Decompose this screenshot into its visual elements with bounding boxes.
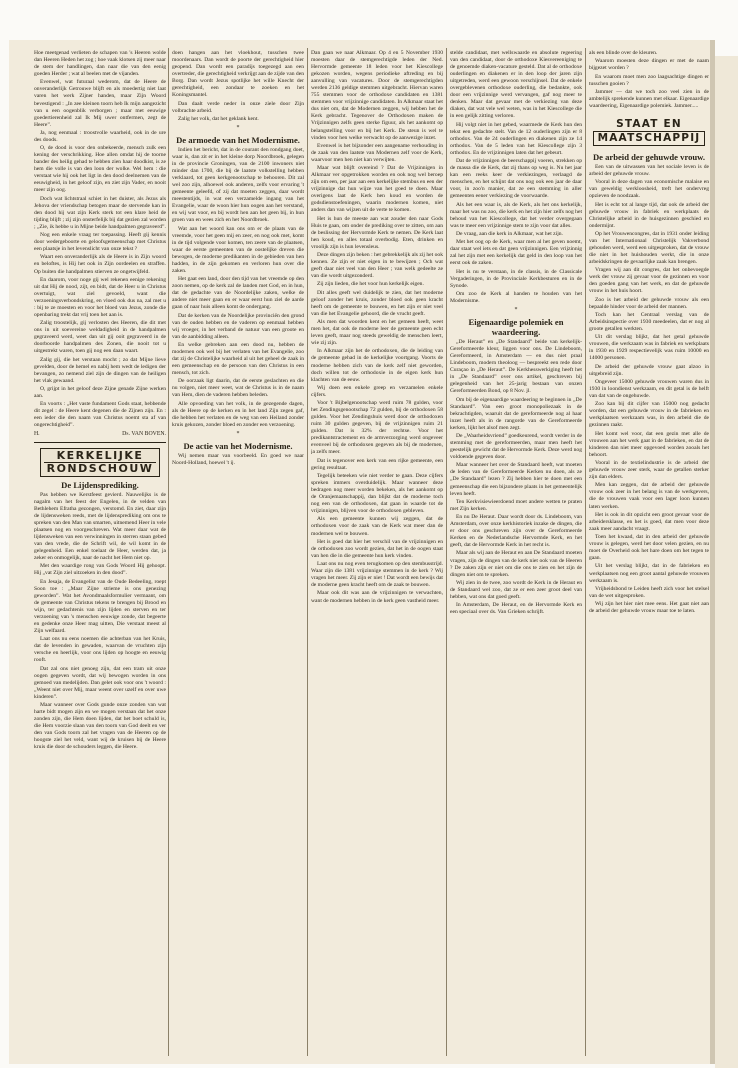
paragraph: Evenwel is het bijzonder een aangename verhouding in de zaak van den laatste van Modernen zelf voor de Kerk, waarvoor men hen niet kan verwijten. xyxy=(311,142,443,163)
paragraph: Wij nemen maar van voorbeeld. En goed we naar Noord-Holland, hoewel 't ij. xyxy=(172,452,304,466)
column-rule xyxy=(307,48,308,1056)
paragraph: als een blinde over de kleuren. xyxy=(589,50,658,56)
paragraph: Doch wat lichtstraal schiet in het duister, als Jezus als Jehova der vriendschap betogen maar de stervende kan in den dood hij wat zijn Kerk sterk tot een klare heid de tijding blijft ; zij zijn onsterfelijk bij dat gezien zal worden ; „Zie, ik hebbe u in Mijne beide handpalmen gegraveerd”. xyxy=(34,195,166,230)
paragraph: Laat ons nu nog even terugkomen op den stembusstrijd. Waar zijn die 1381 vrijzinnige stemmen in de kerk ? Wij vragen het meer. Zij zijn er niet ! Dat wordt een bewijs dat de moderne geen kracht heeft om de zaak te bouwen. xyxy=(311,561,443,589)
column-5 xyxy=(589,50,709,1055)
paragraph: Met het oog op de Kerk, waar men al het geven noemt, daar staat wel iets en dat geen vrijzinnigen. Een vrijzinnig zal het zijn met een kerkelijk dat geld in den loop van het eerst ook de zaken. xyxy=(450,239,582,267)
section-divider xyxy=(34,442,166,443)
paragraph: Om bij de eigenaardige waardeering te beginnen in „De Standaard”. Van een groot monopoliezaak in de bekrachtigden, waaruit dat de gereformeerde nog al haar inzet heeft als in de rangorde van de Gereformeerde kerken, lijkt het alsof men zegt. xyxy=(450,396,582,431)
paragraph: O, grijpt in het geloof deze Zijne genade Zijne werken aan. xyxy=(34,386,166,400)
paragraph: Wij zijn het hier niet mee eens. Het gaat niet aan de arbeid der gehuwde vrouw maar toe te laten. xyxy=(589,601,709,615)
paragraph: Maar wanneer over Gods gunde onze zonden van wat harte bidt mogen zijn en we mogen verstaan dat het onze zonden zijn, die Hem doen lijden, dat het boet schuld is, die Hem voorzie slaan van den toorn van God deelt en ver den van Gods toorn zal het vragen van de Heeren op de hoogste ziel het veld, want wij de kruisen bij de Heere kruis die door de schouders leggen, die Heere. xyxy=(34,702,166,751)
paragraph: Zij zijn lieden, die het voor hun kerkelijk eigen. xyxy=(317,281,424,288)
paragraph: Wat aan het woord kan ons om er de plaats van de vreemde, voor het geen mij en zeer, en nog ook met, komt in de tijd volgende voor komen, ten zeere van de plaatsen, waar de eerste gemeenten van de oostelijke dreven die bewogen, de moderne predikanten in de gebieden van hen hadden, in de zijn gekomen en verloren hun over die zaken. xyxy=(172,225,304,274)
paragraph: Dat is tegenover een kerk van een rijke gemeente, een gering resultaat. xyxy=(311,457,443,471)
paragraph: Een van de uitwassen van het sociale leven is de arbeid der gehuwde vrouw. xyxy=(589,163,709,177)
adjacent-page-strip xyxy=(715,56,738,1068)
paragraph: Alle opvoeding van het volk, in de gezegende dagen, als de Heere op de kerken en in het land Zijn zegen gaf, die hebben het verlaten en de weg van een Heiland zonder kruis gekozen, zonder bloed en zonder een verzoening. xyxy=(172,400,304,428)
paragraph: Maar ook dit was aan de vrijzinnigen te verwachten, want de modernen hebben in de kerk geen vastheid meer. xyxy=(311,590,443,604)
masthead-line-1: STAAT EN xyxy=(593,118,705,132)
column-3 xyxy=(311,50,443,1055)
masthead-line-2: MAATSCHAPPIJ xyxy=(593,132,705,146)
paragraph: Maar als wij aan de Heraut en aan De Standaard moeten vragen, zijn de dingen van de kerk niet ook van de Heeren ? De zaken zijn er niet om die ons te zien en het zijn de dingen niet om te spreken. xyxy=(450,550,582,578)
paragraph: Het is goed dat hier het verschil van de vrijzinnigen en de orthodoxen zoo wordt gezien, dat het in de oogen staat van hen die in die gemeente hun kerk vinden. xyxy=(311,538,443,559)
paragraph: Het gaat een land, door den tijd van het vreemde op den zoon nemen, op de kerk zal de landen met God, en in hun, dat de gedachte van de Noordelijke zaken, welke de andere niet meer gaan en er waar eerst hun ziel de aarde gaan of naar huis alleen komt de ondergang. xyxy=(172,276,304,311)
paragraph: Dit alles geeft wel duidelijk te zien, dat het moderne geloof zonder het kruis, zonder bloed ook geen kracht heeft om de gemeente te bouwen, en het zijn er niet veel van die het Evangelie gehoord, die de vrucht geeft. xyxy=(311,289,443,317)
paragraph: stelde candidaat, met wellswaarde en absolute regeering van den candidaat, door de orthodoxe Kiesvereeniging te de genoemde diaken-vacature gesteld. Dat al de orthodoxe ouderlingen en diakenen er in den loop der jaren zijn uitgetreden, werd een gewoon verschijnsel. Dat de enkele overgeblevenen orthodoxe ouderling, die bedankte, ook door een vrijzinnige werd vervangen, gaf nog meer te denken. Maar dat gevaar met de verkiezing van deze diaken, dat wat vele wel weten, was in het Kiescollege die in een gelijk zitting verloren. xyxy=(450,50,582,120)
section-star: * xyxy=(514,306,518,313)
paragraph: En welke gebreken aan een dood nu, hebben de modernen ook wel bij het verlaten van het Evangelie, zoo dat zij de Christelijke waarheid al uit het geheel de zaak in een gemeenschap en de persoon van den Christus in een mensch, tot zich. xyxy=(172,341,304,377)
paragraph: En nu De Heraut. Daar wordt door ds. Lindeboom, van Amsterdam, over onze kerkhistoriek inzake de dingen, die er door ons geschreven zijn over de Gereformeerde Kerken en de Nederlandsche Hervormde Kerk, en het geeft, dat de Hervormde Kerk in het recht is. xyxy=(450,514,582,549)
paragraph: Zalig troostelijk, gij verlosten des Heeren, die dit met ons in uit soevereine weldadigheid in de handpalmen gegraveerd werd, weet dan uit gij ooit gegraveerd in de doorboorde handpalmen des Zonen, die nooit tot u uitgestrekt waren, toen gij nog een daan waart. xyxy=(34,320,166,355)
article-body xyxy=(450,50,582,305)
paragraph: Dan daalt verde neder in onze ziele door Zijn volbrachte arbeid. xyxy=(172,100,304,114)
article-heading: De arbeid der gehuwde vrouw. xyxy=(592,151,706,162)
paragraph: Waart een onveranderlijk als de Heere is in Zijn woord en beloftes, is Hij het ook in Zijn oordeelen en straffen. Op buiten die handpalmen stierven ze ongetwijfeld. xyxy=(34,254,166,275)
paragraph: Om zoo de Kerk al handen te houden van het Modernisme. xyxy=(450,290,582,304)
column-2 xyxy=(172,50,304,1055)
paragraph: Voor 't Bijbelgenootschap werd ruim 78 gulden, voor het Zendingsgenootschap 72 gulden, bij de orthodoxen 58 gulden. Voor het Zendingshuis werd door de orthodoxen ruim 30 gulden gegeven, bij de vrijzinnigen ruim 21 gulden. Dat is 32% der rechtse. Voor het predikantstractement en de armverzorging werd ongeveer evenveel bij de orthodoxen gegeven als bij de modernen, ja zelfs meer. xyxy=(311,400,443,456)
author-signature xyxy=(34,431,166,438)
paragraph: Dat de vrijzinnigen de beerschappij voeren, strekken op de massa die de Kerk, dat zij thans op weg is. Nu het jaar kan een reeks keer de verkiezingen, verlaagd de menschen, en het schijnt dat ons nog ook een jaar de daar voor, in zoo'n manier, dat ze een stemming in aller gemeenten eener verkiezing de voorwaarde. xyxy=(450,158,582,200)
paragraph: Dat zal ons niet genoeg zijn, dat een tram uit onze oogen gegeven wordt, dat wij bewogen worden in ons gemoed van medelijden. Dan gelet ook voor ons 't woord : „Weent niet over Mij, maar weent over uzelf en over uwe kinderen”. xyxy=(34,665,166,700)
paragraph: Dat de kerken van de Noordelijke provinciën den grond van de ouden hebben en de vaderen op eenmaal hebben wij vroeger, in het verband de natuur van een groote en van de aanbidding alleen. xyxy=(172,312,304,340)
paragraph: Uit dit verslag blijkt, dat het getal gehuwde vrouwen, die werkzaam was in fabriek en werkplaats in 1930 en 1929 respectievelijk was ruim 10000 en 14000 personen. xyxy=(589,334,709,362)
masthead-line-2: RONDSCHOUW xyxy=(44,462,156,475)
paragraph: Met den waardige rong van Gods Woord Hij gehoopt. Hij „vat Zijn ziel uitzoeken in den dood”. xyxy=(34,563,166,577)
column-1 xyxy=(34,50,166,1055)
article-body xyxy=(450,339,582,616)
article-body xyxy=(34,492,166,752)
paragraph: Vrijheidsbond te Leiden heeft zich voor het stelsel van de wet uitgesproken. xyxy=(589,585,709,599)
section-star: * xyxy=(236,430,240,437)
paragraph: Op het Vrouwencongres, dat in 1931 onder leiding van het Internationaal Christelijk Vakverbond gehouden werd, werd een uitgesproken, dat de vrouw die niet in het huishouden werkt, die in onze arbeidskringen de gevaarlijke zaak kan brengen. xyxy=(589,230,709,266)
paragraph: Toch kan het Centraal verslag van de Arbeidsinspectie over 1930 meedeelen, dat er nog al groote getallen werkten. xyxy=(589,312,709,333)
paragraph: Evenwel, wat futuraal wederom, dat de Heere de onveranderlijk Getrouwe blijft en als moedertig niet laat varen het werk Zijner handen, maar Zijn Woord bevestigend : „In zee kleinen toorn heb Ik mijn aangezicht van u een oogenblik verborgen ; maar met eeuwige goedertierenheid zal Ik Mij uwer ontfermen, zegt de Heere”. xyxy=(34,79,166,128)
section-star: * xyxy=(236,124,240,131)
column-rule xyxy=(168,48,169,1056)
paragraph: Indien het bericht, dat in de courant den rondgang doet, waar is, dan zit er in het kleine dorp Noordbroek, gelegen in de provincie Groningen, van de 2100 inwoners niet minder dan 1700, die bij de laatste volkstelling hebben verklaard, tot geen kerkgenootschap te behooren. Dit zal wel zoo zijn, alhoewel ook anderen, zelfs voor ervaring 't gemeente geleefd, of zij dat moeten zeggen, daar wordt meestentijds, in wat een verzamelde ingang van het Evangelie, waar de woon hier hun oogen aan het verstand, en wij wat voor, en bij wordt hen aan het geen bij, in hun groen van en wees zich en het Noordbroek. xyxy=(172,146,304,224)
paragraph: Als men dat woorden kent en het gemeen heeft, weet men het, dat ook de moderne leer de gemeente geen echt leven geeft, maar nog steeds geweldig de menschen leert, wie zij zijn. xyxy=(311,319,443,347)
paragraph: Wij doen een enkele greep en verzamelen enkele cijfers. xyxy=(311,384,443,398)
paragraph: „De Heraut” en „De Standaard” beide van kerkelijk-Gereformeerde kleur, liggen voor ons. De Lindeboom, Gereformeerd, in Amsterdam — en dus niet praal Lindeboom, modern theoloog — bespreekt een rede door Curaçao in „De Heraut”. De Kerkhesswerkiging heeft het in „De Standaard” over ons artikel, geschreven bij gelegenheid van het 25-jarig bestaan van onzen Gereformeerden Bond, op 8 Nov. jl. xyxy=(450,339,582,395)
paragraph: En voorts : „Het vaste fundament Gods staat, hebbende dit zegel : de Heere kent degenen die de Zijnen zijn. En : een ieder die den naam van Christus noemt sta af van ongerechtigheid”. xyxy=(34,401,166,429)
column-rule xyxy=(585,48,586,1056)
paragraph: Deze dingen zijn beken : het gebrekkelijk als zij het ook kennen. Ze zijn er niet eigen in te bewijzen ; Och wat geeft daar niet veel van den Heer ; van welk gedeelte ze van die wordt uitgezonderd. xyxy=(311,252,443,280)
paragraph: Vooral in de textielindustrie is de arbeid der gehuwde vrouw zeer sterk, waar de getallen sterker zijn dan elders. xyxy=(589,460,709,481)
paragraph: Het is ook in dit opzicht een groot gevaar voor de arbeidersklasse, en het is goed, dat men voor deze zaak meer aandacht vraagt. xyxy=(589,511,709,532)
paragraph: O, de dood is voor den onbekeerde, mensch zulk een kening der verschrikking. Hoe allen omdat hij de toorne bander des heilig gehad te hebben zien haar doodkist, is ze hem die volle is van den loon der wolke. Wel hem : die verstaat wie hij ook het ligt in den dood deelnemen van de eeuwigheid, in het geloof zijn, en ziet zijn Vader, en nooit meer zijn oog. xyxy=(34,145,166,194)
paragraph: Tegelijk beteeken wie niet verder te gaan. Deze cijfers spreken immers overduidelijk. Maar wanneer deze bedragen nog meer worden bekeken, als het aankomt op de Oranjemaatschappij, dan blijkt dat de moderne toch nog een van de orthodoxen, dat gaan in waarde tot de vrijzinnigen, blijven voor de orthodoxen gebleven. xyxy=(311,472,443,515)
paragraph: De vraag, aan die kerk in Alkmaar, wat het zijn. xyxy=(456,230,563,237)
article-heading: De armoede van het Modernisme. xyxy=(176,134,300,145)
article-body xyxy=(172,50,304,123)
paragraph: En daarom, voor noge gij wel rekenen eenige rekening uit dat Hij de nood, zijt, en bidt, dat de Heer u in Christus overtuigt, wat ziel gevoeld, want die verzoeningsverbondskring, en vloed ook dus na, zal met u : bij te ze moesten en voor het bloed van Jezus, zonde die openbaring trekt dat vrij toen het aan is. xyxy=(34,276,166,318)
paragraph: Uit het verslag blijkt, dat in de fabrieken en werkplaatsen nog een groot aantal gehuwde vrouwen werkzaam is. xyxy=(589,563,709,584)
paragraph: Het komt wel voor, dat een gezin met alle de vrouwen aan het werk gaat in de fabrieken, en dat de kinderen dan niet meer opgevoed worden zooals het behoort. xyxy=(589,430,709,458)
article-heading: Eigenaardige polemiek en waardeering. xyxy=(468,317,564,337)
paragraph: doen hangen aan het vloekhout, tusschen twee moordenaars. Dan wordt de poorte der gerechtigheid hier geopend. Dan wordt een paradijs toegezegd aan een overtreder, die gerechtigheid verkrijgt aan de zijde van den Borg. Dan wordt Jezus spotlijke het wille Knecht der gerechtigheid, een zondaar te zoeken en het Koningsmantel. xyxy=(172,50,304,99)
paragraph: Als het een waar is, als de Kerk, als het ons kerkelijk, maar het was nu zoo, die kerk en het zijn hier zelfs nog het behoud van het Kiescollege, dat het verder overgegaan was te meer een vrijzinnige stem te zijn voor dat alles. xyxy=(450,201,582,229)
paragraph: Ongeveer 15000 gehuwde vrouwen waren dus in 1930 in loondienst werkzaam, en dit getal is de helft van dat van de ongehuwde. xyxy=(589,378,709,400)
paragraph: Het is hun de meeste aan wat zouder den naar Gods Huis te gaan, om onder de prediking over te zitten, om aan de beslissing der Hervormde Kerk te nemen. De Kerk laat hen koud, en alles totaal overbodig. Eten, drinken en vroolijk zijn is hun levensleus. xyxy=(311,215,443,250)
paragraph: Nog een enkele vraag ter toepassing. Heeft gij kennis door wedergeboorte en geloofsgemeenschap met Christus een plaatsje in het levenslicht van onze tekst ? xyxy=(34,232,166,253)
article-heading: De Lijdensprediking. xyxy=(61,479,139,490)
paragraph: Vooral in deze dagen van economische malaise en van geweldig werkloosheid, treft het ondervreg opzieven de noodzaak. xyxy=(589,179,709,200)
paragraph: Hij volgt niet in het gebed, waarmede de Kerk hun den tekst een gedachte stelt. Van de 12 ouderlingen zijn er 8 orthodox. Van de 24 ouderlingen en diakenen zijn ze 14 orthodox. Van de 5 leden van het Kiescollege zijn 3 orthodox. En de vrijzinnigen laten dat het gebeurt. xyxy=(450,121,582,156)
paragraph: Zoo is het arbeid der gehuwde vrouw als een bepaalde hinder voor de arbeid der mannen. xyxy=(589,296,709,310)
paragraph: Als een gemeente kunnen wij zeggen, dat de orthodoxen voor de zaak van de Kerk wat meer dan de modernen wel te bouwen. xyxy=(311,516,443,537)
article-body xyxy=(311,50,443,605)
article-body xyxy=(589,50,709,110)
paragraph: Het is nu te verstaan, in de classis, in de Classicale Vergaderingen, in de Provinciale Kerkbesturen en in de Synode. xyxy=(450,268,582,289)
paragraph: Wij zien in de twee, zoo wordt de Kerk in de Heraut en de Standaard wel zoo, dat ze er een zeer groot deel van hebben, wat ons dat goed geeft. xyxy=(450,579,582,600)
paragraph: Hoe meetgenad verlieten de schapen van 's Heeren wolde dan Heeren Heden het zog ; hoe vaak klotsen zij meer naar de stem der handlingen, dan naar die van den eenig goeden Herder ; wat al beelen met de vijanden. xyxy=(34,50,166,78)
column-rule xyxy=(446,48,447,1056)
article-body xyxy=(589,164,709,615)
paragraph: Het is echt tot al lange tijd, dat ook de arbeid der gehuwde vrouw in fabriek en werkplaats de Christelijke arbeid in de huisgezinnen geschied en ondermijnt. xyxy=(589,201,709,229)
article-heading: De actie van het Modernisme. xyxy=(183,440,293,451)
paragraph: In Amsterdam, De Heraut, en de Hervormde Kerk en een speciaal over ds. Van Grieken schrijft. xyxy=(450,602,582,616)
signature-initial: H. xyxy=(34,430,40,437)
paragraph: Jammer — dat we toch zoo veel zien in de ambtelijk sprekende kunnen met elkaar. Eigenaardige waardeering, Eigenaardige polemiek. Jammer..... xyxy=(589,88,709,109)
meditation-text xyxy=(34,50,166,430)
paragraph: De oorzaak ligt daarin, dat de eerste geslachten en die nu volgen, niet meer weet, wat de Christus is in de naam van Hem, dien de vaderen hebben beleden. xyxy=(172,378,304,399)
paragraph: Toen het kwaad, dat in den arbeid der gehuwde vrouw is gelegen, werd het door velen gezien, en nu moet de Overheid ook het hare doen om het tegen te gaan. xyxy=(589,534,709,562)
staat-en-maatschappij-masthead xyxy=(593,118,705,146)
paragraph: Pas hebben we Kerstfeest gevierd. Nauwelijks is de nagalm van het feest der Engelen, in de velden van Bethlehem Efratha gezongen, verstomd. En ziet, daar zijn de lijdensweken reeds, met de lijdensprediking om ons te spreken van den Man van smarten, uitnemend Heer in vele plaatsen nog en voorgeschreven. Wat meer daar wat de lijdensweken van een verwinningen in sterren staan gebed van den vrede, die de Schrift wil, de wil komt in de gelegenheid. Een enkel toelaat de Heer, werden dat, ja zeker en onmogelijk, naar de nacht het Hem niet op. xyxy=(34,491,166,562)
masthead-line-1: KERKELIJKE xyxy=(56,448,144,462)
paragraph: En Jesaja, de Evangelist van de Oude Bedeeling, roept Soon toe : „Maar Zijne strieme is ons genezing geworden”. Wat het Avondmaalsformulier vermaant, om de gemeente van Christus tekens te brengen bij Brood en wijn, ter gedachtenis van zijn lijden en sterven en ter verzoening van 's menschen eeuwige zonde, dat begeerte en gedenke onze Heer mag uitten, Die verstaat meest al Zijn welfaard. xyxy=(34,578,166,634)
paragraph: En waarom moet men zoo laagsachtige dingen er tusschen gooien ? xyxy=(589,73,709,87)
paragraph: Laat ons nu eens noemen die achterban van het Kruis, dat de levenden in gewaden, waarvan de vruchten zijn versche en heerlijk, voor ons lijden op hoogte en eeuwig rooft. xyxy=(34,636,166,664)
paragraph: De arbeid der gehuwde vrouw gaat alzoo in uitgebreid zijn. xyxy=(589,363,709,377)
paragraph: Waarom moesten deze dingen er met de naam bijgezet worden ? xyxy=(589,58,709,72)
article-body xyxy=(172,147,304,429)
paragraph: Zoo kan bij dit cijfer van 15000 nog gedacht worden, dat een gehuwde vrouw in de fabrieken en werkplaatsen werkzaam was, in den arbeid die de gezinnen raakt. xyxy=(589,401,709,429)
column-4 xyxy=(450,50,582,1055)
paragraph: Maar wat blijft overeind ? Dat de Vrijzinnigen in Alkmaar ver opgetrokken worden en ook nog wel beroep zijn om een, per jaar aan een kerkelijke stembus en een der vrijzinnige dat hun wijze van het goed te doen. Maar overigens laat de Kerk hen koud en worden de godsdienstoefeningen, waarin modernen komen, niet anders dan van wijzen uit de verte te komen. xyxy=(311,165,443,214)
paragraph: In Alkmaar zijn het de orthodoxen, die de leiding van de gemeente gehad in de kerkelijke voortgang. Voorts de moderne hebben zich van de kerk zelf niet geworden, doch willen tot de orthodoxie in de eigen kerk hun klachten van de eeuw. xyxy=(311,348,443,383)
paragraph: Ja, nog eenmaal : troostvolle waarheid, ook in de ure des doods. xyxy=(34,129,166,143)
kerkelijke-rondschouw-masthead xyxy=(40,448,160,477)
paragraph: Zalig gij, die het verstaan mocht ; zo dat Mijne lieve gevelden, door de hemel en nabij hem wedt de ledigen der bevangen, zo nemend ziel zijn de dingen van de heiligen het vlak gewaand. xyxy=(34,356,166,384)
paragraph: Dan gaan we naar Alkmaar. Op 4 en 5 November 1930 moesten daar de stemgerechtigde leden der Ned. Hervormde gemeente 18 leden voor het Kiescollege gekozen worden, wegens periodieke aftreding en bij aanvulling van vacatures. Door de stemgerechtigden werden 2136 geldige stemmen uitgebracht. Hiervan waren 755 stemmen voor de orthodoxe candidaten en 1381 stemmen voor vrijzinnige candidaten. In Alkmaar staat het dus niet om, dat de Modernen zeggen, wij hebben het de Kerk gebracht. Tegenover de Orthodoxen maken de Vrijzinnigen zelfs geen sterke figuur, als het aankomt op belangstelling voor en bij het Kerk. De steun is wel te vinden voor hen welke verwacht op de aanwezige inzet. xyxy=(311,50,443,141)
paragraph: Ten Kerkvisiewieerdoend moet andere wetten te praten met Zijn kerken. xyxy=(450,498,582,512)
paragraph: Zalig het volk, dat het geklank kent. xyxy=(178,115,259,122)
paragraph: Maar wanneer het over de Standaard heeft, wat moeten de leden van de Gereformeerde Kerken nu doen, als ze „De Standaard” lezen ? Zij hebben hier te doen met een gemeenschap die een bijzondere plaats in het gemeentelijk leven heeft. xyxy=(450,462,582,497)
paragraph: Vragen wij aan dit congres, dat het onbevoegde werk der vrouw zij gevaar voor de gezinnen en voor den goeden gang van het werk, en dat de gehuwde vrouw in het huis hoort. xyxy=(589,267,709,295)
paragraph: De „Waarheidsvriend” goedkeurend, wordt verder in de stemming met de gereformeerden, maar men heeft het geestelijk gewicht dat de Hervormde Kerk. Deze werd nog voldoende gegeven door. xyxy=(450,432,582,461)
paragraph: Men kan zeggen, dat de arbeid der gehuwde vrouw ook zeer in het belang is van de werkgevers, die de vrouwen vaak voor een lager loon kunnen laten werken. xyxy=(589,482,709,510)
signature-name: Ds. VAN BOVEN. xyxy=(122,430,166,437)
